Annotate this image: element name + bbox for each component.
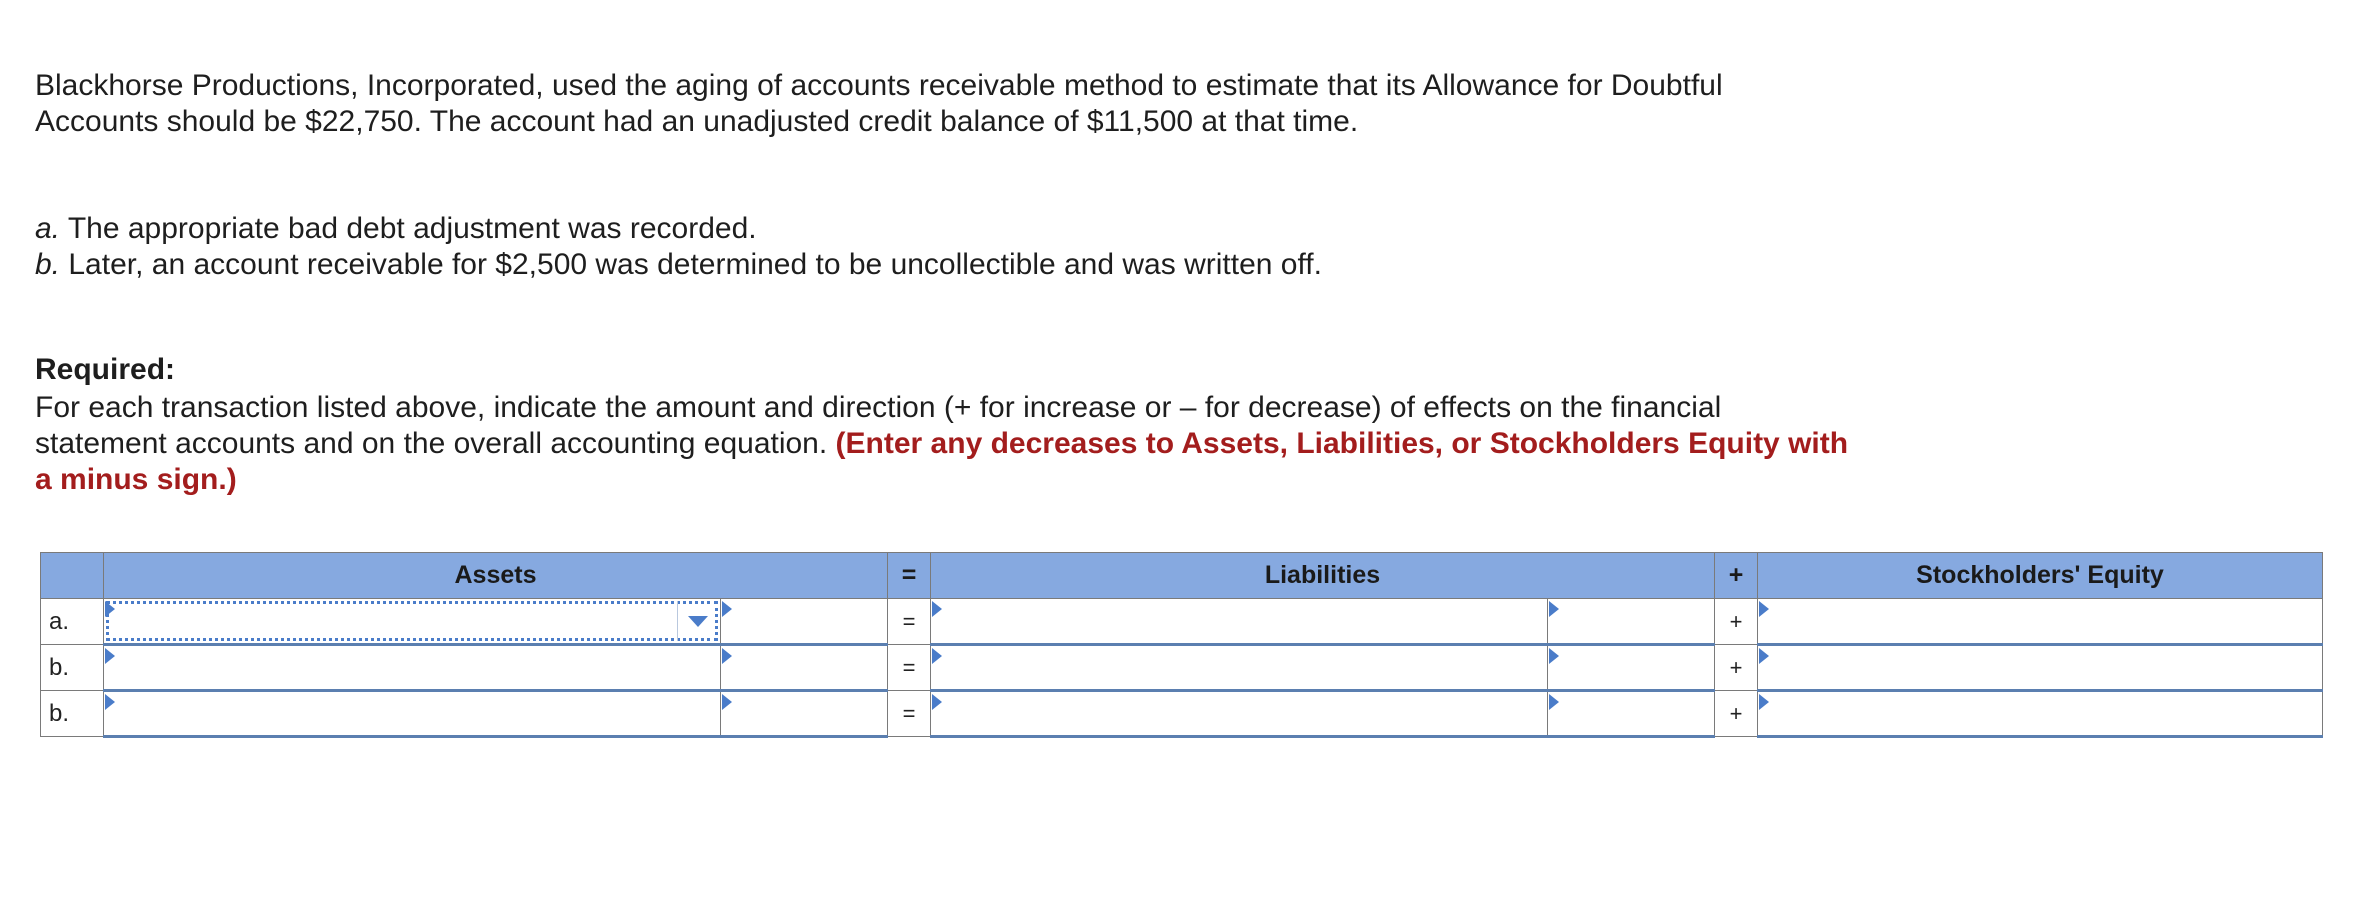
assets-account-field[interactable]: [104, 646, 720, 689]
required-instruction-red: (Enter any decreases to Assets, Liabilities, or Stockholders Equity with: [835, 427, 1849, 460]
required-line-2-text: statement accounts and on the overall accounting equation.: [35, 427, 836, 460]
dropdown-focus-wrap: [104, 599, 720, 643]
chevron-down-icon: [688, 616, 708, 627]
required-line-3: a minus sign.): [35, 463, 237, 496]
liabilities-account-field[interactable]: [931, 692, 1547, 735]
equals-sign: =: [888, 599, 931, 645]
plus-sign: +: [1715, 645, 1758, 691]
liabilities-amount-input[interactable]: [1548, 691, 1715, 737]
transaction-b: [35, 247, 1322, 283]
row-label: b.: [41, 645, 104, 691]
table-row: [41, 691, 2323, 737]
assets-amount-field[interactable]: [721, 599, 887, 643]
equity-account-input[interactable]: [1758, 599, 2323, 645]
header-equals: =: [888, 553, 931, 599]
assets-account-dropdown[interactable]: [104, 599, 721, 645]
assets-account-field[interactable]: [104, 692, 720, 735]
plus-sign: +: [1715, 691, 1758, 737]
table-row: [41, 645, 2323, 691]
header-assets: Assets: [104, 553, 888, 599]
dropdown-arrow-button[interactable]: [677, 601, 718, 641]
liabilities-account-field[interactable]: [931, 599, 1547, 643]
required-heading: Required:: [35, 353, 176, 386]
assets-amount-input[interactable]: [721, 599, 888, 645]
assets-account-input[interactable]: [104, 645, 721, 691]
assets-account-input[interactable]: [104, 691, 721, 737]
equity-account-input[interactable]: [1758, 645, 2323, 691]
assets-amount-input[interactable]: [721, 691, 888, 737]
equity-account-input[interactable]: [1758, 691, 2323, 737]
liabilities-amount-field[interactable]: [1548, 646, 1714, 689]
liabilities-amount-field[interactable]: [1548, 692, 1714, 735]
liabilities-amount-field[interactable]: [1548, 599, 1714, 643]
row-label: b.: [41, 691, 104, 737]
assets-amount-input[interactable]: [721, 645, 888, 691]
header-blank: [41, 553, 104, 599]
assets-amount-field[interactable]: [721, 692, 887, 735]
plus-sign: +: [1715, 599, 1758, 645]
liabilities-account-input[interactable]: [931, 599, 1548, 645]
required-line-1: For each transaction listed above, indicate the amount and direction (+ for increase or – for decrease) of effects on the financial: [35, 391, 1722, 424]
intro-line-1: Blackhorse Productions, Incorporated, used the aging of accounts receivable method to estimate that its Allowance for Doubtful: [35, 69, 1723, 102]
transaction-a: [35, 211, 757, 247]
equals-sign: =: [888, 645, 931, 691]
focus-outline: [106, 601, 718, 641]
header-plus: +: [1715, 553, 1758, 599]
assets-amount-field[interactable]: [721, 646, 887, 689]
row-label: a.: [41, 599, 104, 645]
transaction-a-letter: a.: [35, 212, 61, 245]
accounting-equation-table: [40, 552, 2323, 738]
equity-account-field[interactable]: [1758, 599, 2322, 643]
header-liabilities: Liabilities: [931, 553, 1715, 599]
liabilities-amount-input[interactable]: [1548, 645, 1715, 691]
transaction-a-text: The appropriate bad debt adjustment was recorded.: [67, 212, 757, 245]
header-equity: Stockholders' Equity: [1758, 553, 2323, 599]
table-row: [41, 599, 2323, 645]
equity-account-field[interactable]: [1758, 692, 2322, 735]
table-header-row: [41, 553, 2323, 599]
required-line-2: [35, 426, 1848, 462]
equals-sign: =: [888, 691, 931, 737]
liabilities-account-input[interactable]: [931, 645, 1548, 691]
intro-paragraph: [35, 68, 1723, 140]
liabilities-account-field[interactable]: [931, 646, 1547, 689]
transaction-b-text: Later, an account receivable for $2,500 was determined to be uncollectible and was written off.: [68, 248, 1322, 281]
equity-account-field[interactable]: [1758, 646, 2322, 689]
liabilities-account-input[interactable]: [931, 691, 1548, 737]
transaction-b-letter: b.: [35, 248, 61, 281]
liabilities-amount-input[interactable]: [1548, 599, 1715, 645]
intro-line-2: Accounts should be $22,750. The account had an unadjusted credit balance of $11,500 at that time.: [35, 105, 1359, 138]
